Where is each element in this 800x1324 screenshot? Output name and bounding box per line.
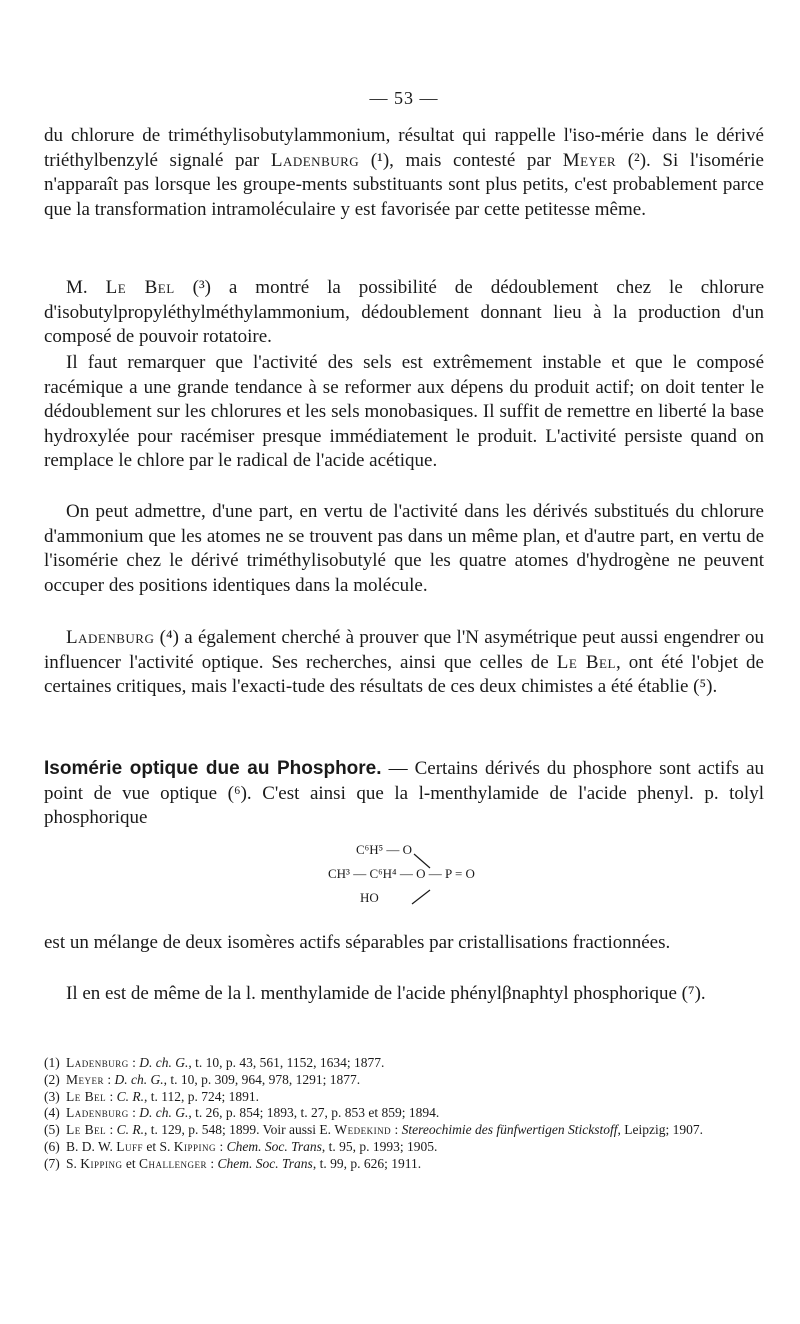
text-segment: et S. bbox=[143, 1138, 174, 1154]
author-name: Le Bel bbox=[66, 1088, 107, 1104]
author-name: Luff bbox=[116, 1138, 144, 1154]
text-segment: , ont été l'objet de certaines critiques, mais l'exacti-tude des résultats de ces deux chimistes a été établie (⁵). bbox=[44, 651, 764, 697]
footnote-1 bbox=[44, 1055, 764, 1072]
paragraph-menthylamide bbox=[44, 982, 764, 1007]
footnote-5 bbox=[44, 1122, 764, 1139]
text-segment: du chlorure de triméthylisobutylammonium, résultat qui rappelle l'iso-mérie dans le dérivé triéthylbenzylé signalé par bbox=[44, 125, 764, 171]
chemical-formula bbox=[284, 842, 544, 914]
text-segment: (¹), mais contesté par bbox=[359, 149, 563, 171]
author-name: Kipping bbox=[173, 1138, 217, 1154]
text-segment: , t. 26, p. 854; 1893, t. 27, p. 853 et 859; 1894. bbox=[188, 1105, 440, 1121]
text-segment: Il en est de même de la l. menthylamide de l'acide phénylβnaphtyl phosphorique (⁷). bbox=[66, 983, 706, 1004]
citation-title: D. ch. G. bbox=[139, 1105, 189, 1121]
citation-title: Chem. Soc. Trans bbox=[217, 1155, 313, 1171]
text-segment: : bbox=[391, 1122, 402, 1138]
text-segment: , Leipzig; 1907. bbox=[617, 1122, 703, 1138]
author-name: Wedekind bbox=[334, 1122, 392, 1138]
footnote-4 bbox=[44, 1105, 764, 1122]
citation-title: Chem. Soc. Trans bbox=[226, 1138, 322, 1154]
text-segment: S. bbox=[66, 1155, 81, 1171]
footnote-2 bbox=[44, 1072, 764, 1089]
author-name: Challenger bbox=[139, 1155, 208, 1171]
page-number: — 53 — bbox=[369, 88, 439, 108]
text-segment: — Certains dérivés du phosphore sont actifs au point de vue optique (⁶). C'est ainsi que la l-menthylamide de l'acide phenyl. p. tolyl phosphorique bbox=[44, 758, 765, 828]
footnote-number: (4) bbox=[44, 1105, 60, 1121]
author-name: Kipping bbox=[80, 1155, 123, 1171]
text-segment: , t. 95, p. 1993; 1905. bbox=[321, 1138, 438, 1154]
author-name: Le Bel bbox=[105, 277, 175, 298]
text-segment: et bbox=[122, 1155, 140, 1171]
author-name: Ladenburg bbox=[66, 627, 155, 648]
text-segment: : bbox=[216, 1138, 227, 1154]
text-segment: (⁴) a également cherché à prouver que l'N asymétrique peut aussi engendrer ou influencer l'activité optique. Ses recherches, ainsi que celles de bbox=[44, 627, 764, 673]
text-segment: , t. 112, p. 724; 1891. bbox=[144, 1088, 260, 1104]
author-name: Ladenburg bbox=[66, 1105, 129, 1121]
text-segment: : bbox=[128, 1105, 140, 1121]
paragraph-mixture bbox=[44, 931, 764, 956]
footnote-number: (3) bbox=[44, 1088, 60, 1104]
footnote-number: (1) bbox=[44, 1055, 60, 1070]
text-segment: M. bbox=[66, 277, 106, 298]
author-name: Meyer bbox=[66, 1071, 105, 1087]
paragraph-3 bbox=[44, 351, 764, 474]
paragraph-4 bbox=[44, 500, 764, 598]
author-name: Meyer bbox=[562, 149, 617, 171]
author-name: Ladenburg bbox=[66, 1055, 129, 1070]
citation-title: D. ch. G. bbox=[139, 1055, 189, 1070]
footnote-6 bbox=[44, 1139, 764, 1156]
text-segment: est un mélange de deux isomères actifs séparables par cristallisations fractionnées. bbox=[44, 932, 671, 953]
section-title: Isomérie optique due au Phosphore. bbox=[44, 758, 382, 779]
text-segment: (³) a montré la possibilité de dédoublement chez le chlorure d'isobutylpropyléthylméthylammonium, dédoublement donnant lieu à la production d'un composé de pouvoir rotatoire. bbox=[44, 277, 764, 347]
text-segment: Il faut remarquer que l'activité des sels est extrêmement instable et que le composé racémique a une grande tendance à se reformer aux dépens du produit actif; on doit tenter le dédoublement sur les chlorures et les sels monobasiques. Il suffit de remettre en liberté la base hydroxylée pour racémiser presque immédiatement le produit. L'activité persiste quand on remplace le chlore par le radical de l'acide acétique. bbox=[44, 352, 764, 471]
footnotes bbox=[44, 1055, 764, 1173]
footnote-7 bbox=[44, 1156, 764, 1173]
author-name: Ladenburg bbox=[270, 149, 360, 171]
paragraph-1 bbox=[44, 124, 764, 222]
text-segment: , t. 10, p. 309, 964, 978, 1291; 1877. bbox=[163, 1071, 361, 1087]
text-segment: , t. 99, p. 626; 1911. bbox=[312, 1155, 422, 1171]
text-segment: : bbox=[207, 1155, 218, 1171]
text-segment: : bbox=[106, 1088, 117, 1104]
text-segment: , t. 10, p. 43, 561, 1152, 1634; 1877. bbox=[188, 1055, 385, 1070]
author-name: Le Bel bbox=[556, 651, 616, 673]
paragraph-5 bbox=[44, 626, 764, 700]
paragraph-2 bbox=[44, 276, 764, 350]
citation-title: Stereochimie des fünfwertigen Stickstoff bbox=[401, 1122, 618, 1138]
footnote-number: (6) bbox=[44, 1138, 60, 1154]
formula-line-1: C⁶H⁵ — O bbox=[356, 842, 413, 857]
footnote-number: (2) bbox=[44, 1071, 60, 1087]
footnote-number: (5) bbox=[44, 1122, 60, 1138]
text-segment: On peut admettre, d'une part, en vertu de l'activité dans les dérivés substitués du chlorure d'ammonium que les atomes ne se trouvent pas dans un même plan, et d'autre part, en vertu de l'isomérie chez le dérivé triméthylisobutylé que les quatre atomes d'hydrogène ne peuvent occuper des positions identiques dans la molécule. bbox=[44, 501, 764, 596]
text-segment: B. D. W. bbox=[66, 1138, 117, 1154]
footnote-3 bbox=[44, 1089, 764, 1106]
author-name: Le Bel bbox=[66, 1122, 107, 1138]
text-segment: : bbox=[104, 1071, 115, 1087]
text-segment: (²). Si l'isomérie n'apparaît pas lorsque les groupe-ments substituants sont plus petits, c'est probablement parce que la transformation intramoléculaire y est favorisée par cette petitesse même. bbox=[44, 149, 764, 220]
citation-title: D. ch. G. bbox=[114, 1071, 164, 1087]
text-segment: , t. 129, p. 548; 1899. Voir aussi E. bbox=[144, 1122, 335, 1138]
text-segment: : bbox=[106, 1122, 117, 1138]
section-paragraph-phosphore bbox=[44, 757, 764, 831]
footnote-number: (7) bbox=[44, 1155, 60, 1171]
citation-title: C. R. bbox=[116, 1122, 145, 1138]
formula-line-3: HO bbox=[360, 890, 379, 905]
text-segment: : bbox=[128, 1055, 140, 1070]
citation-title: C. R. bbox=[116, 1088, 145, 1104]
formula-line-2: CH³ — C⁶H⁴ — O — P = O bbox=[328, 866, 475, 881]
